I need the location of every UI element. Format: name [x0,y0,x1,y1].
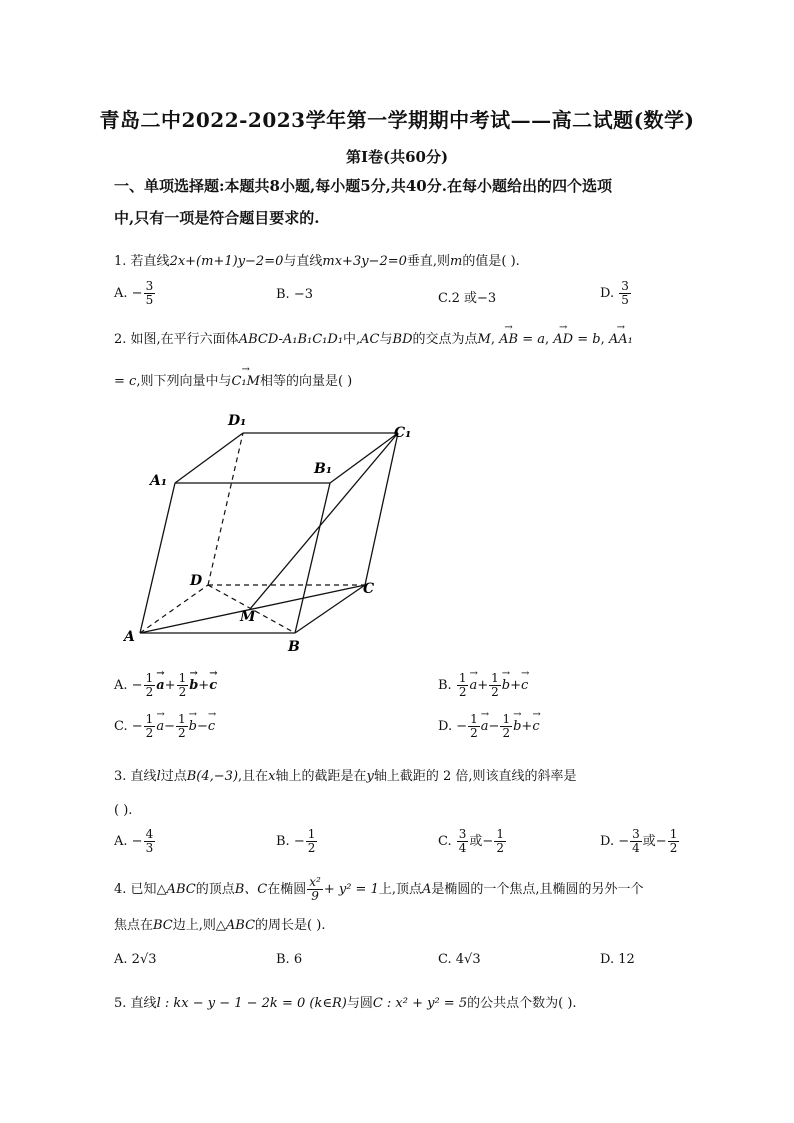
q1-option-b[interactable] [276,287,313,302]
section-instructions-line1: 一、单项选择题:本题共8小题,每小题5分,共40分.在每小题给出的四个选项 [114,177,612,195]
numerator: 1 [669,827,678,841]
q4-option-c[interactable] [438,952,481,967]
q3-text: 过点 [160,769,187,784]
option-label: C. [438,834,452,849]
sign: − [456,719,468,734]
numerator: 3 [458,827,467,841]
option-text: 6 [293,952,303,967]
q4-text: 的周长是( ). [255,918,326,933]
option-text: 2 或−3 [451,291,497,306]
vertex-label-c1: C₁ [394,425,412,441]
denominator: 2 [145,726,154,740]
numerator: 1 [177,712,186,726]
q4-text: 已知 [130,882,157,897]
fraction [177,672,189,699]
q2-text: 中, [343,332,361,347]
q1-text: 与直线 [283,254,323,269]
sign: − [131,678,143,693]
denominator: 9 [311,889,319,903]
option-label: B. [276,834,290,849]
vector-a: → a [156,719,164,734]
q2-text: , [600,332,605,347]
q5-text: 直线 [130,996,157,1011]
q4-text: 焦点在 [114,918,154,933]
option-text: −3 [293,287,313,302]
denominator: 2 [502,726,511,740]
option-text: 2√3 [131,952,157,967]
denominator: 2 [470,726,478,740]
exam-title: 青岛二中2022-2023学年第一学期期中考试——高二试题(数学) [99,108,695,132]
q5-line-equation: l : kx − y − 1 − 2k = 0 (k∈R) [156,996,347,1011]
question-3-line1 [114,765,577,784]
q5-text: 与圆 [346,996,373,1011]
question-2-line2 [114,370,352,389]
q3-option-b[interactable] [276,828,318,855]
q2-text: ,则下列向量中与 [136,374,232,389]
q4-text: 在椭圆 [267,882,307,897]
vertex-label-d1: D₁ [228,413,247,429]
q4-text: 是椭圆的一个焦点,且椭圆的另外一个 [431,882,644,897]
vertex-label-a1: A₁ [150,473,167,489]
fraction [668,828,680,855]
option-label: A. [114,952,128,967]
q2-text: 如图,在平行六面体 [130,332,239,347]
q4-option-b[interactable] [276,952,302,967]
q1-line-a: 2x+(m+1)y−2=0 [169,254,284,269]
vector-c: → c [532,719,539,734]
vector-c-eq: = c [114,374,137,389]
q3-option-a[interactable] [114,828,156,855]
vector-a: → a [481,719,489,734]
denominator: 4 [632,841,640,855]
option-label: A. [114,286,128,301]
fraction [457,828,469,855]
denominator: 5 [145,293,154,307]
numerator: 1 [307,827,316,841]
q1-text: 的值是( ). [462,254,520,269]
numerator: 3 [145,279,154,293]
vector-a: → a [156,678,164,693]
vector-c1m: → C₁M [231,374,259,389]
numerator: 1 [502,712,511,726]
question-number: 4. [114,882,127,897]
q4-option-a[interactable] [114,952,157,967]
vector-ab: → AB [499,332,518,347]
hidden-edge-dd1 [208,433,243,585]
vertex-label-a: A [124,629,135,645]
q2-text: , [545,332,550,347]
vector-ad: → AD [553,332,573,347]
denominator: 2 [145,685,154,699]
q2-text: , [490,332,495,347]
fraction [144,713,156,740]
q4-triangle: △ABC [156,882,196,897]
denominator: 2 [307,841,316,855]
option-text: 12 [618,952,635,967]
or-text: 或 [642,834,656,849]
question-2-line1 [114,328,633,347]
q5-text: 的公共点个数为( ). [467,996,577,1011]
operator: + [521,719,533,734]
q1-text: 若直线 [130,254,170,269]
q3-var-y: y [366,769,374,784]
question-4-line2 [114,914,325,933]
q4-triangle: △ABC [215,918,256,933]
q3-text: 轴上的截距是在 [275,769,367,784]
q3-text: 直线 [130,769,157,784]
paper-section-title: 第Ⅰ卷(共60分) [345,148,449,166]
option-label: C. [114,719,128,734]
numerator: 3 [621,279,629,293]
edge-cc1 [365,433,398,585]
vector-b: → b [189,678,198,693]
vertex-label-b: B [288,639,300,655]
vector-b: → b [513,719,521,734]
option-label: A. [114,834,128,849]
fraction [468,713,480,740]
fraction [176,713,188,740]
option-label: D. [600,834,615,849]
numerator: 1 [470,712,478,726]
question-number: 5. [114,996,127,1011]
question-1 [114,250,520,269]
vector-b: → b [502,678,510,693]
fraction [630,828,642,855]
segment-c1m [250,433,398,609]
fraction [457,672,469,699]
sign: − [131,834,143,849]
q3-option-c[interactable] [438,828,507,855]
numerator: 1 [458,671,467,685]
q2-text: 的交点为点 [412,332,478,347]
fraction [144,280,156,307]
parallelepiped-figure [110,405,420,655]
denominator: 2 [496,841,504,855]
or-text: 或 [469,834,483,849]
numerator: 1 [496,827,504,841]
option-label: A. [114,678,128,693]
vector-a: → a [469,678,477,693]
option-label: D. [438,719,453,734]
vector-c: → c [208,719,215,734]
vector-a-eq: = a [522,332,545,347]
q2-bd: BD [392,332,413,347]
q4-text: 上,顶点 [378,882,422,897]
q1-line-b: mx+3y−2=0 [322,254,407,269]
q2-option-b[interactable] [438,672,528,699]
q2-option-d[interactable] [438,713,540,740]
option-label: B. [276,952,290,967]
question-4-line1 [114,876,644,903]
q3-var-l: l [156,769,161,784]
edge-aa1 [140,483,175,633]
option-label: C. [438,952,452,967]
vertex-label-d: D [190,573,203,589]
sign: − [131,719,143,734]
fraction [619,280,631,307]
numerator: 3 [632,827,640,841]
vector-aa1: → AA₁ [609,332,633,347]
option-label: B. [276,287,290,302]
denominator: 2 [177,726,186,740]
q5-circle-equation: C : x² + y² = 5 [372,996,468,1011]
q2-option-a[interactable] [114,672,217,699]
q4-vertex-a: A [421,882,432,897]
q2-ac: AC [360,332,380,347]
operator: − [488,719,500,734]
operator: + [164,678,176,693]
q4-bc: BC [153,918,173,933]
question-3-line2: ( ). [114,803,133,818]
q3-option-d[interactable] [600,828,680,855]
q1-option-c[interactable] [438,287,496,306]
numerator: 1 [145,712,154,726]
ellipse-rest: + y² = 1 [323,882,379,897]
q3-text: ,且在 [238,769,269,784]
q3-point-b: B(4,−3) [186,769,239,784]
q4-text: 边上,则 [172,918,216,933]
denominator: 2 [178,685,187,699]
operator: + [510,678,522,693]
q1-option-a[interactable] [114,280,156,307]
question-number: 3. [114,769,127,784]
fraction [144,672,156,699]
numerator: 1 [145,671,154,685]
vertex-label-c: C [363,581,375,597]
operator: + [198,678,210,693]
fraction [494,828,506,855]
operator: − [196,719,208,734]
fraction [489,672,501,699]
question-number: 1. [114,254,127,269]
q2-option-c[interactable] [114,713,215,740]
fraction [306,828,318,855]
q1-var: m [450,254,463,269]
fraction [500,713,512,740]
q1-text: 垂直,则 [406,254,451,269]
option-text: 4√3 [455,952,481,967]
q2-point-m: M [477,332,491,347]
denominator: 2 [669,841,678,855]
operator: + [477,678,489,693]
section-instructions-line2: 中,只有一项是符合题目要求的. [114,209,320,227]
q2-solid: ABCD-A₁B₁C₁D₁ [238,332,344,347]
option-label: D. [600,286,615,301]
q4-option-d[interactable] [600,952,635,967]
denominator: 2 [491,685,499,699]
question-number: 2. [114,332,127,347]
q1-option-d[interactable] [600,280,632,307]
numerator: x² [309,875,321,889]
numerator: 4 [145,827,154,841]
sign: − [482,834,494,849]
q2-text: 相等的向量是( ) [259,374,353,389]
option-label: D. [600,952,615,967]
q2-text: 与 [379,332,393,347]
fraction [144,828,156,855]
vector-c: → c [521,678,528,693]
q3-text: 轴上截距的 2 倍,则该直线的斜率是 [373,769,577,784]
operator: − [164,719,175,734]
point-label-m: M [240,609,256,625]
sign: − [655,834,667,849]
vertex-label-b1: B₁ [314,461,332,477]
vector-c: → c [209,678,217,693]
denominator: 4 [458,841,467,855]
sign: − [131,286,143,301]
option-label: B. [438,678,452,693]
q3-var-x: x [268,769,276,784]
denominator: 5 [621,293,629,307]
q4-text: 的顶点 [195,882,235,897]
sign: − [618,834,630,849]
q4-bc: B、C [234,882,268,897]
sign: − [293,834,305,849]
numerator: 1 [178,671,187,685]
ellipse-fraction [307,876,323,903]
numerator: 1 [491,671,499,685]
vector-b: → b [189,719,197,734]
denominator: 3 [145,841,154,855]
edge-bb1 [295,483,330,633]
denominator: 2 [458,685,467,699]
edge-b1c1 [330,433,398,483]
question-5 [114,992,577,1011]
option-label: C. [438,291,452,306]
vector-b-eq: = b [577,332,601,347]
